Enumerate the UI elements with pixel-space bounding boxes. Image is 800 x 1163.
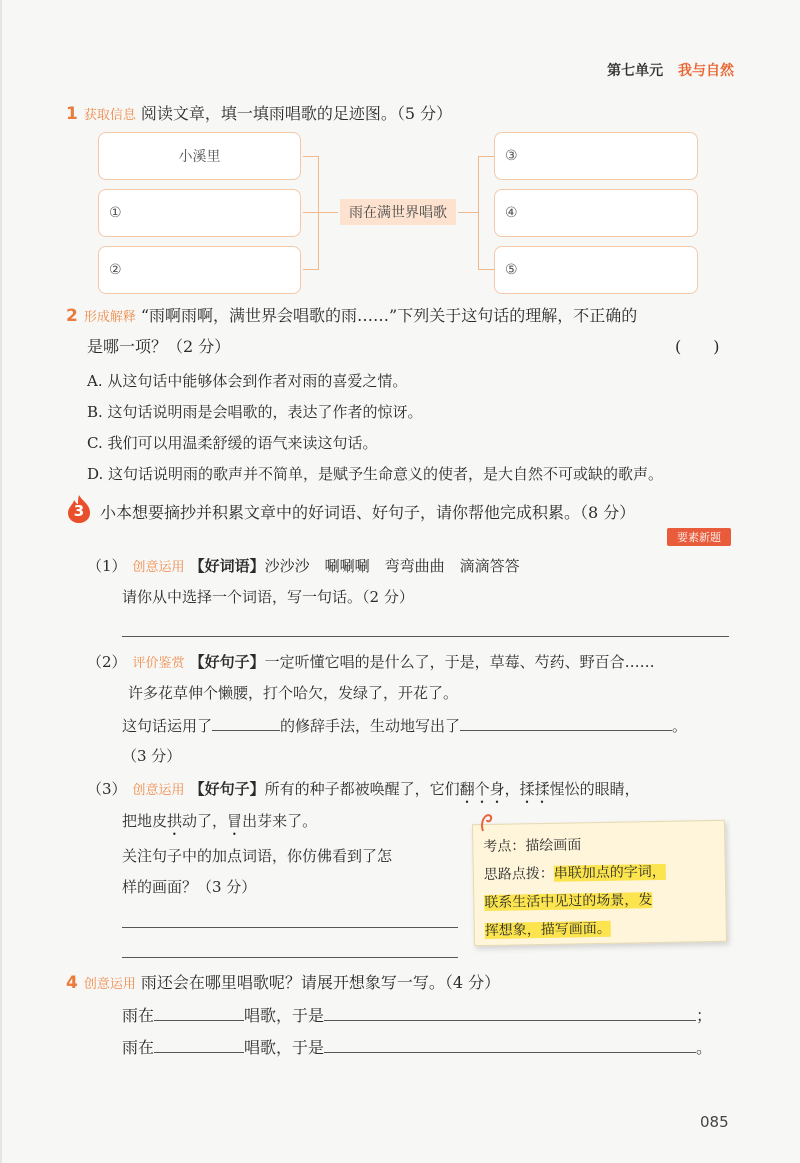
q3-s3-number: （3） — [87, 780, 127, 798]
q3-s3-question-1: 关注句子中的加点词语，你仿佛看到了怎 — [122, 847, 393, 865]
q4-row1-blank-result[interactable] — [324, 1006, 696, 1021]
q3-s2-q-end: 。 — [672, 717, 688, 735]
q3-s3-text-2: ， — [504, 780, 520, 798]
q2-answer-paren[interactable]: ( ) — [675, 337, 720, 356]
q1-center-label: 雨在满世界唱歌 — [340, 199, 456, 225]
q1-number: 1 — [66, 104, 78, 124]
q2-number: 2 — [66, 306, 78, 326]
q3-s3-label: 【好句子】 — [189, 780, 265, 798]
tip-silu-2: 联系生活中见过的场景，发 — [484, 892, 653, 912]
q3-s2-q-part-a: 这句话运用了 — [122, 717, 213, 735]
unit-header — [607, 60, 734, 80]
q1-left-box-3[interactable]: ② — [98, 246, 301, 294]
pin-icon — [480, 814, 494, 832]
q1-heading — [66, 101, 452, 124]
q4-tag: 创意运用 — [83, 977, 136, 992]
q3-s3-question-2: 样的画面？（3 分） — [122, 878, 257, 896]
q3-number: 3 — [73, 502, 85, 520]
q1-right-connector — [458, 212, 478, 213]
q1-left-box-1: 小溪里 — [98, 132, 301, 180]
q3-s2-tag: 评价鉴赏 — [132, 656, 185, 671]
tip-note — [472, 820, 727, 946]
q3-s2-blank-1[interactable] — [212, 716, 280, 731]
q1-prompt: 阅读文章，填一填雨唱歌的足迹图。（5 分） — [140, 104, 453, 123]
q4-row1-end: ； — [696, 1006, 713, 1025]
q1-left-bracket — [303, 156, 319, 270]
q1-right-box-1[interactable]: ③ — [494, 132, 698, 180]
q4-row2-part-b: 唱歌，于是 — [244, 1038, 325, 1057]
tip-silu-line-1 — [484, 857, 715, 889]
q2-option-c[interactable]: C. 我们可以用温柔舒缓的语气来读这句话。 — [87, 434, 378, 452]
q3-s3-text-6: 出芽来了。 — [242, 812, 318, 830]
q3-s1-answer-line[interactable] — [122, 636, 729, 637]
q1-tag: 获取信息 — [83, 108, 136, 123]
q3-s3-answer-line-1[interactable] — [122, 927, 458, 928]
q2-tag: 形成解释 — [83, 310, 136, 325]
tip-silu-line-3 — [485, 913, 716, 945]
q3-s3-tag: 创意运用 — [132, 783, 185, 798]
q4-row2-end: 。 — [696, 1038, 713, 1057]
tip-silu-line-2 — [484, 885, 715, 917]
q2-option-a[interactable]: A. 从这句话中能够体会到作者对雨的喜爱之情。 — [87, 372, 408, 390]
q4-row2-blank-place[interactable] — [154, 1038, 244, 1053]
new-question-badge: 要素新题 — [667, 528, 731, 546]
q4-row2-blank-result[interactable] — [324, 1038, 696, 1053]
q3-s3-text-5: 动了， — [182, 812, 228, 830]
q4-heading — [66, 970, 500, 993]
q1-left-connector — [303, 212, 338, 213]
q3-s3-text-4: 把地皮 — [122, 812, 168, 830]
q3-s3-text-1: 所有的种子都被唤醒了，它们 — [264, 780, 460, 798]
q3-s3-dotted-word-2: 揉揉 — [519, 780, 550, 798]
q3-s1-number: （1） — [87, 557, 127, 575]
q4-prompt: 雨还会在哪里唱歌呢？请展开想象写一写。（4 分） — [140, 973, 501, 992]
q1-right-bracket — [478, 156, 494, 270]
tip-silu-1: 串联加点的字词， — [553, 863, 666, 882]
q2-line1 — [66, 303, 637, 326]
q2-option-d[interactable]: D. 这句话说明雨的歌声并不简单，是赋予生命意义的使者，是大自然不可或缺的歌声。 — [87, 465, 664, 483]
tip-silu-label: 思路点拨： — [483, 865, 554, 884]
q3-s3-dotted-word-1: 翻个身 — [459, 780, 505, 798]
q3-s2-label: 【好句子】 — [189, 653, 265, 671]
q3-s3-line2 — [122, 810, 317, 839]
q4-row1-part-b: 唱歌，于是 — [244, 1006, 325, 1025]
q2-option-b[interactable]: B. 这句话说明雨是会唱歌的，表达了作者的惊讶。 — [87, 403, 423, 421]
q4-row-2 — [122, 1035, 712, 1058]
q3-s2-sentence-2: 许多花草伸个懒腰，打个哈欠，发绿了，开花了。 — [128, 684, 459, 702]
q1-right-box-2[interactable]: ④ — [494, 189, 698, 237]
q3-s2-number: （2） — [87, 653, 127, 671]
q4-row-1 — [122, 1003, 712, 1026]
q3-s1-words: 沙沙沙 唰唰唰 弯弯曲曲 滴滴答答 — [264, 557, 520, 575]
q4-row2-part-a: 雨在 — [122, 1038, 155, 1057]
q3-s2-score: （3 分） — [122, 747, 182, 765]
q3-s1-label: 【好词语】 — [189, 557, 265, 575]
q3-s2-q-part-b: 的修辞手法，生动地写出了 — [280, 717, 461, 735]
q3-s2-blank-2[interactable] — [460, 716, 672, 731]
q3-prompt: 小本想要摘抄并积累文章中的好词语、好句子，请你帮他完成积累。（8 分） — [100, 503, 636, 522]
page-edge — [0, 0, 2, 1163]
page-number: 085 — [700, 1113, 729, 1131]
q3-s1-tag: 创意运用 — [132, 560, 185, 575]
q3-s2-sentence-1: 一定听懂它唱的是什么了，于是，草莓、芍药、野百合…… — [264, 653, 655, 671]
q3-s3-line1 — [87, 778, 640, 807]
q2-stem-1: “雨啊雨啊，满世界会唱歌的雨……”下列关于这句话的理解，不正确的 — [140, 306, 638, 325]
unit-number: 第七单元 — [607, 63, 664, 79]
q3-s3-answer-line-2[interactable] — [122, 957, 458, 958]
q4-number: 4 — [66, 973, 78, 993]
q1-left-box-2[interactable]: ① — [98, 189, 301, 237]
q4-row1-part-a: 雨在 — [122, 1006, 155, 1025]
unit-theme: 我与自然 — [678, 63, 734, 79]
q1-right-box-3[interactable]: ⑤ — [494, 246, 698, 294]
q4-row1-blank-place[interactable] — [154, 1006, 244, 1021]
q3-s2-question — [122, 715, 687, 736]
q2-stem-2: 是哪一项？（2 分） — [87, 337, 231, 356]
q3-s3-text-3: 惺忪的眼睛， — [549, 780, 640, 798]
tip-silu-3: 挥想象，描写画面。 — [484, 920, 611, 940]
q3-s2-line1 — [87, 651, 655, 672]
q3-s3-dotted-word-4: 冒 — [227, 812, 243, 830]
tip-kaodian: 考点：描绘画面 — [483, 837, 582, 856]
q3-s1-line — [87, 555, 520, 576]
q3-s1-instruction: 请你从中选择一个词语，写一句话。（2 分） — [122, 588, 414, 606]
q3-s3-dotted-word-3: 拱 — [167, 812, 183, 830]
